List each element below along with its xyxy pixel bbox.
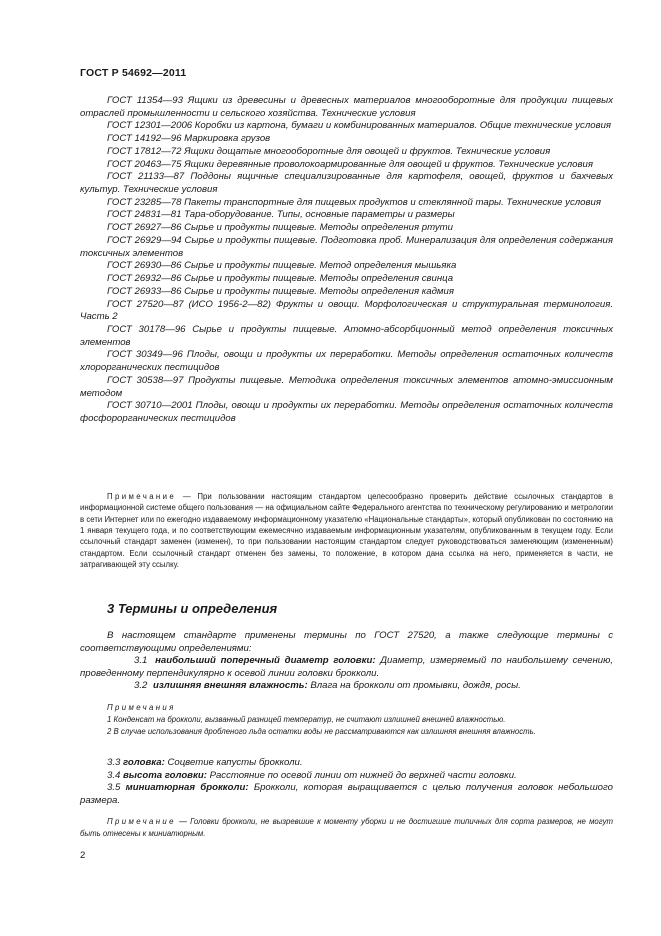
note-text: — Головки брокколи, не вызревшие к моменту уборки и не достигшие типичных для сорта размеров, не могут быть отнесены к миниатюрным. <box>80 817 613 838</box>
reference-item: ГОСТ 30178—96 Сырье и продукты пищевые. Атомно-абсорбционный метод определения токсичных элементов <box>80 323 613 348</box>
term-3-1 <box>80 655 613 680</box>
reference-item: ГОСТ 24831—81 Тара-оборудование. Типы, основные параметры и размеры <box>107 209 455 221</box>
term-number: 3.2 <box>134 680 148 692</box>
reference-item: ГОСТ 20463—75 Ящики деревянные проволокоармированные для овощей и фруктов. Технические условия <box>107 158 593 170</box>
term-name: миниатюрная брокколи: <box>125 782 249 794</box>
reference-item: ГОСТ 14192—96 Маркировка грузов <box>107 133 271 145</box>
term-definition: Брокколи, которая выращивается с целью получения головок небольшого размера. <box>80 782 613 806</box>
references-note <box>80 491 613 570</box>
reference-item: ГОСТ 26932—86 Сырье и продукты пищевые. Методы определения свинца <box>107 273 454 285</box>
reference-item: ГОСТ 26933—86 Сырье и продукты пищевые. Методы определения кадмия <box>107 285 454 297</box>
section-title: 3 Термины и определения <box>107 601 278 616</box>
term-number: 3.1 <box>134 655 148 667</box>
reference-item: ГОСТ 26929—94 Сырье и продукты пищевые. Подготовка проб. Минерализация для определения содержания токсичных элементов <box>80 234 613 259</box>
term-definition: Влага на брокколи от промывки, дождя, росы. <box>310 680 521 692</box>
terms-block-2 <box>80 757 613 807</box>
note-text: — При пользовании настоящим стандартом целесообразно проверить действие ссылочных стандартов в информационной системе общего пользования — на официальном сайте Федерального агентства по техническому регулированию и метрологии в сети Интернет или по ежегодно издаваемому информационному указателю «Национальные стандарты», который опубликован по состоянию на 1 января текущего года, и по соответствующим ежемесячно издаваемым информационным указателям, опубликованным в текущем году. Если ссылочный стандарт заменен (изменен), то при пользовании настоящим стандартом следует руководствоваться заменяющим (измененным) стандартом. Если ссылочный стандарт отменен без замены, то положение, в котором дана ссылка на него, применяется в части, не затрагивающей эту ссылку. <box>80 492 613 570</box>
term-name: излишняя внешняя влажность: <box>153 680 308 692</box>
term-number: 3.5 <box>107 782 121 794</box>
terms-notes <box>80 702 613 738</box>
reference-item: ГОСТ 27520—87 (ИСО 1956-2—82) Фрукты и овощи. Морфологическая и структуральная терминология. Часть 2 <box>80 298 613 323</box>
term-number: 3.3 <box>107 757 121 768</box>
term-definition: Соцветие капусты брокколи. <box>167 757 303 768</box>
reference-item: ГОСТ 12301—2006 Коробки из картона, бумаги и комбинированных материалов. Общие технические условия <box>107 120 612 132</box>
note-label: Примечание <box>107 817 176 826</box>
note-item: 1 Конденсат на брокколи, вызванный разницей температур, не считают излишней внешней влажностью. <box>107 715 506 724</box>
reference-item: ГОСТ 17812—72 Ящики дощатые многооборотные для овощей и фруктов. Технические условия <box>107 145 551 157</box>
term-definition: Диаметр, измеряемый по наибольшему сечению, проведенному перпендикулярно к осевой линии головки брокколи. <box>80 655 613 679</box>
reference-item: ГОСТ 11354—93 Ящики из древесины и древесных материалов многооборотные для продукции пищевых отраслей промышленности и сельского хозяйства. Технические условия <box>80 95 613 119</box>
reference-item: ГОСТ 26930—86 Сырье и продукты пищевые. Метод определения мышьяка <box>107 260 457 272</box>
term-name: головка: <box>123 757 165 768</box>
reference-item: ГОСТ 30538—97 Продукты пищевые. Методика определения токсичных элементов атомно-эмиссионным методом <box>80 374 613 399</box>
miniature-note <box>80 816 613 839</box>
term-number: 3.4 <box>107 769 121 781</box>
term-name: высота головки: <box>123 769 207 781</box>
term-name: наибольший поперечный диаметр головки: <box>155 655 376 667</box>
term-3-5 <box>80 782 613 807</box>
normative-references-list <box>80 95 613 426</box>
reference-item: ГОСТ 30710—2001 Плоды, овощи и продукты их переработки. Методы определения остаточных количеств фосфорорганических пестицидов <box>80 400 613 424</box>
terms-intro: В настоящем стандарте применены термины по ГОСТ 27520, а также следующие термины с соответствующими определениями: <box>80 630 613 654</box>
term-definition: Расстояние по осевой линии от нижней до верхней части головки. <box>209 769 517 781</box>
page-number: 2 <box>80 850 86 861</box>
term-3-4 <box>80 770 613 783</box>
reference-item: ГОСТ 30349—96 Плоды, овощи и продукты их переработки. Методы определения остаточных количеств хлорорганических пестицидов <box>80 349 613 374</box>
notes-label: Примечания <box>107 703 176 712</box>
note-label: Примечание <box>107 492 177 501</box>
document-header: ГОСТ Р 54692—2011 <box>80 67 187 79</box>
reference-item: ГОСТ 23285—78 Пакеты транспортные для пищевых продуктов и стеклянной тары. Технические условия <box>107 196 601 208</box>
reference-item: ГОСТ 26927—86 Сырье и продукты пищевые. Методы определения ртути <box>107 222 453 234</box>
term-3-3 <box>80 757 613 770</box>
terms-block-1 <box>80 630 613 693</box>
note-item: 2 В случае использования дробленого льда остатки воды не рассматриваются как излишняя внешняя влажность. <box>107 727 536 736</box>
reference-item: ГОСТ 21133—87 Поддоны ящичные специализированные для картофеля, овощей, фруктов и бахчевых культур. Технические условия <box>80 171 613 196</box>
term-3-2 <box>80 680 613 693</box>
